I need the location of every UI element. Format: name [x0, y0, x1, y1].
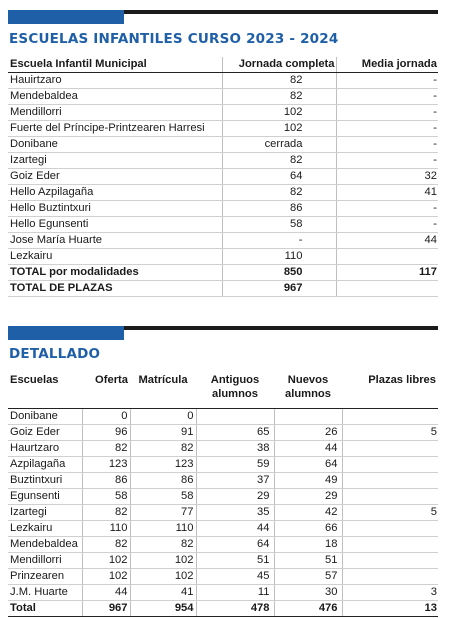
table-cell: -: [336, 73, 438, 89]
table-cell: 86: [130, 473, 196, 489]
table-cell: 82: [82, 505, 130, 521]
table-cell: Haurtzaro: [8, 441, 82, 457]
table-cell: 44: [196, 521, 274, 537]
schools-col-header: Jornada completa: [222, 57, 336, 73]
table-cell: Azpilagaña: [8, 457, 82, 473]
table-cell: 117: [336, 265, 438, 281]
table-cell: 49: [274, 473, 342, 489]
table-cell: 110: [82, 521, 130, 537]
table-cell: 29: [274, 489, 342, 505]
table-row: [8, 185, 438, 201]
table-cell: 64: [196, 537, 274, 553]
table-cell: 82: [222, 89, 336, 105]
table-row: [8, 217, 438, 233]
table-cell: 102: [130, 569, 196, 585]
table-row: [8, 137, 438, 153]
table-cell: 58: [222, 217, 336, 233]
table-cell: 45: [196, 569, 274, 585]
table-cell: J.M. Huarte: [8, 585, 82, 601]
table-cell: Egunsenti: [8, 489, 82, 505]
table-cell: 44: [274, 441, 342, 457]
table-cell: 58: [82, 489, 130, 505]
table-cell: [342, 441, 438, 457]
table-cell: 102: [222, 121, 336, 137]
table-cell: -: [336, 137, 438, 153]
table-cell: Izartegi: [8, 153, 222, 169]
table-row: [8, 569, 438, 585]
table-cell: 58: [130, 489, 196, 505]
table-cell: Lezkairu: [8, 249, 222, 265]
table-cell: 13: [342, 601, 438, 617]
table-row: [8, 553, 438, 569]
table-cell: 64: [274, 457, 342, 473]
table-cell: 30: [274, 585, 342, 601]
table-cell: [342, 489, 438, 505]
table-cell: [336, 249, 438, 265]
table-cell: 42: [274, 505, 342, 521]
table-cell: Donibane: [8, 409, 82, 425]
table-row: [8, 73, 438, 89]
table-cell: -: [336, 89, 438, 105]
table-cell: Hello Buztintxuri: [8, 201, 222, 217]
table-cell: [342, 537, 438, 553]
table-cell: Total: [8, 601, 82, 617]
table-cell: 59: [196, 457, 274, 473]
schools-col-header: Media jornada: [336, 57, 438, 73]
table-cell: Prinzearen: [8, 569, 82, 585]
table-cell: 82: [82, 441, 130, 457]
table-row: [8, 233, 438, 249]
table-cell: 66: [274, 521, 342, 537]
table-cell: 123: [130, 457, 196, 473]
table-cell: Mendebaldea: [8, 537, 82, 553]
table-row: [8, 585, 438, 601]
table-cell: 65: [196, 425, 274, 441]
table-cell: 82: [130, 441, 196, 457]
table-cell: TOTAL DE PLAZAS: [8, 281, 222, 297]
table-cell: Mendillorri: [8, 553, 82, 569]
table-cell: Donibane: [8, 137, 222, 153]
table-cell: 0: [130, 409, 196, 425]
table-cell: 478: [196, 601, 274, 617]
table-cell: 476: [274, 601, 342, 617]
table-cell: -: [336, 153, 438, 169]
table-cell: [342, 473, 438, 489]
table-cell: [274, 409, 342, 425]
table-cell: 3: [342, 585, 438, 601]
table-cell: 37: [196, 473, 274, 489]
table-row: [8, 441, 438, 457]
detail-col-header: Plazas libres: [342, 370, 438, 409]
table-cell: 41: [336, 185, 438, 201]
table-cell: [342, 569, 438, 585]
table-cell: 44: [336, 233, 438, 249]
detail-table: [8, 370, 438, 617]
table-cell: 0: [82, 409, 130, 425]
table-cell: 77: [130, 505, 196, 521]
detail-col-header: Nuevos alumnos: [274, 370, 342, 409]
table-cell: 29: [196, 489, 274, 505]
table-cell: 5: [342, 505, 438, 521]
table-cell: 102: [222, 105, 336, 121]
table-row: [8, 105, 438, 121]
table-cell: 82: [130, 537, 196, 553]
table-cell: 82: [222, 153, 336, 169]
table-cell: [342, 457, 438, 473]
table-cell: 51: [274, 553, 342, 569]
table-cell: 86: [82, 473, 130, 489]
table-cell: 102: [82, 553, 130, 569]
table-row: [8, 201, 438, 217]
table-cell: [342, 521, 438, 537]
table-row: [8, 425, 438, 441]
table-cell: TOTAL por modalidades: [8, 265, 222, 281]
detail-col-header: Escuelas: [8, 370, 82, 409]
table-cell: 51: [196, 553, 274, 569]
table-cell: Jose María Huarte: [8, 233, 222, 249]
table-row: [8, 505, 438, 521]
table-cell: Goiz Eder: [8, 425, 82, 441]
table-cell: Hello Azpilagaña: [8, 185, 222, 201]
table-cell: 96: [82, 425, 130, 441]
total-row: [8, 281, 438, 297]
table-cell: [196, 409, 274, 425]
table-row: [8, 121, 438, 137]
table-cell: Hello Egunsenti: [8, 217, 222, 233]
schools-table-header: [8, 57, 438, 73]
table-cell: 32: [336, 169, 438, 185]
table-cell: 82: [82, 537, 130, 553]
table-cell: Mendebaldea: [8, 89, 222, 105]
detail-col-header: Matrícula: [130, 370, 196, 409]
table-row: [8, 537, 438, 553]
section1-heading: ESCUELAS INFANTILES CURSO 2023 - 2024: [9, 31, 339, 47]
table-cell: 26: [274, 425, 342, 441]
table-cell: Lezkairu: [8, 521, 82, 537]
table-cell: 5: [342, 425, 438, 441]
table-cell: 57: [274, 569, 342, 585]
table-cell: -: [336, 105, 438, 121]
table-row: [8, 153, 438, 169]
section2-accent-bar: [8, 326, 124, 340]
table-cell: 954: [130, 601, 196, 617]
table-cell: [342, 553, 438, 569]
table-cell: 82: [222, 185, 336, 201]
detail-col-header: Antiguos alumnos: [196, 370, 274, 409]
table-cell: Hauirtzaro: [8, 73, 222, 89]
table-row: [8, 249, 438, 265]
table-cell: Fuerte del Príncipe-Printzearen Harresi: [8, 121, 222, 137]
table-row: [8, 89, 438, 105]
table-cell: -: [336, 201, 438, 217]
table-cell: -: [336, 217, 438, 233]
table-cell: Buztintxuri: [8, 473, 82, 489]
table-cell: 967: [222, 281, 336, 297]
table-cell: Izartegi: [8, 505, 82, 521]
table-row: [8, 489, 438, 505]
table-cell: 102: [82, 569, 130, 585]
table-row: [8, 473, 438, 489]
total-row: [8, 265, 438, 281]
detail-col-header: Oferta: [82, 370, 130, 409]
table-cell: 967: [82, 601, 130, 617]
total-row: [8, 601, 438, 617]
schools-col-header: Escuela Infantil Municipal: [8, 57, 222, 73]
table-row: [8, 457, 438, 473]
table-cell: 38: [196, 441, 274, 457]
schools-table: [8, 57, 438, 297]
table-row: [8, 169, 438, 185]
table-cell: [342, 409, 438, 425]
table-cell: 82: [222, 73, 336, 89]
table-cell: 102: [130, 553, 196, 569]
section1-accent-bar: [8, 10, 124, 24]
detail-table-header: [8, 370, 438, 409]
table-cell: [336, 281, 438, 297]
table-cell: 86: [222, 201, 336, 217]
table-cell: 110: [222, 249, 336, 265]
table-cell: 41: [130, 585, 196, 601]
table-cell: 64: [222, 169, 336, 185]
table-cell: cerrada: [222, 137, 336, 153]
table-row: [8, 409, 438, 425]
table-cell: 35: [196, 505, 274, 521]
table-cell: 123: [82, 457, 130, 473]
table-cell: 850: [222, 265, 336, 281]
table-cell: 110: [130, 521, 196, 537]
table-cell: -: [222, 233, 336, 249]
table-cell: -: [336, 121, 438, 137]
section2-heading: DETALLADO: [9, 346, 101, 362]
table-row: [8, 521, 438, 537]
table-cell: 11: [196, 585, 274, 601]
table-cell: Mendillorri: [8, 105, 222, 121]
table-cell: 44: [82, 585, 130, 601]
table-cell: 91: [130, 425, 196, 441]
table-cell: Goiz Eder: [8, 169, 222, 185]
table-cell: 18: [274, 537, 342, 553]
